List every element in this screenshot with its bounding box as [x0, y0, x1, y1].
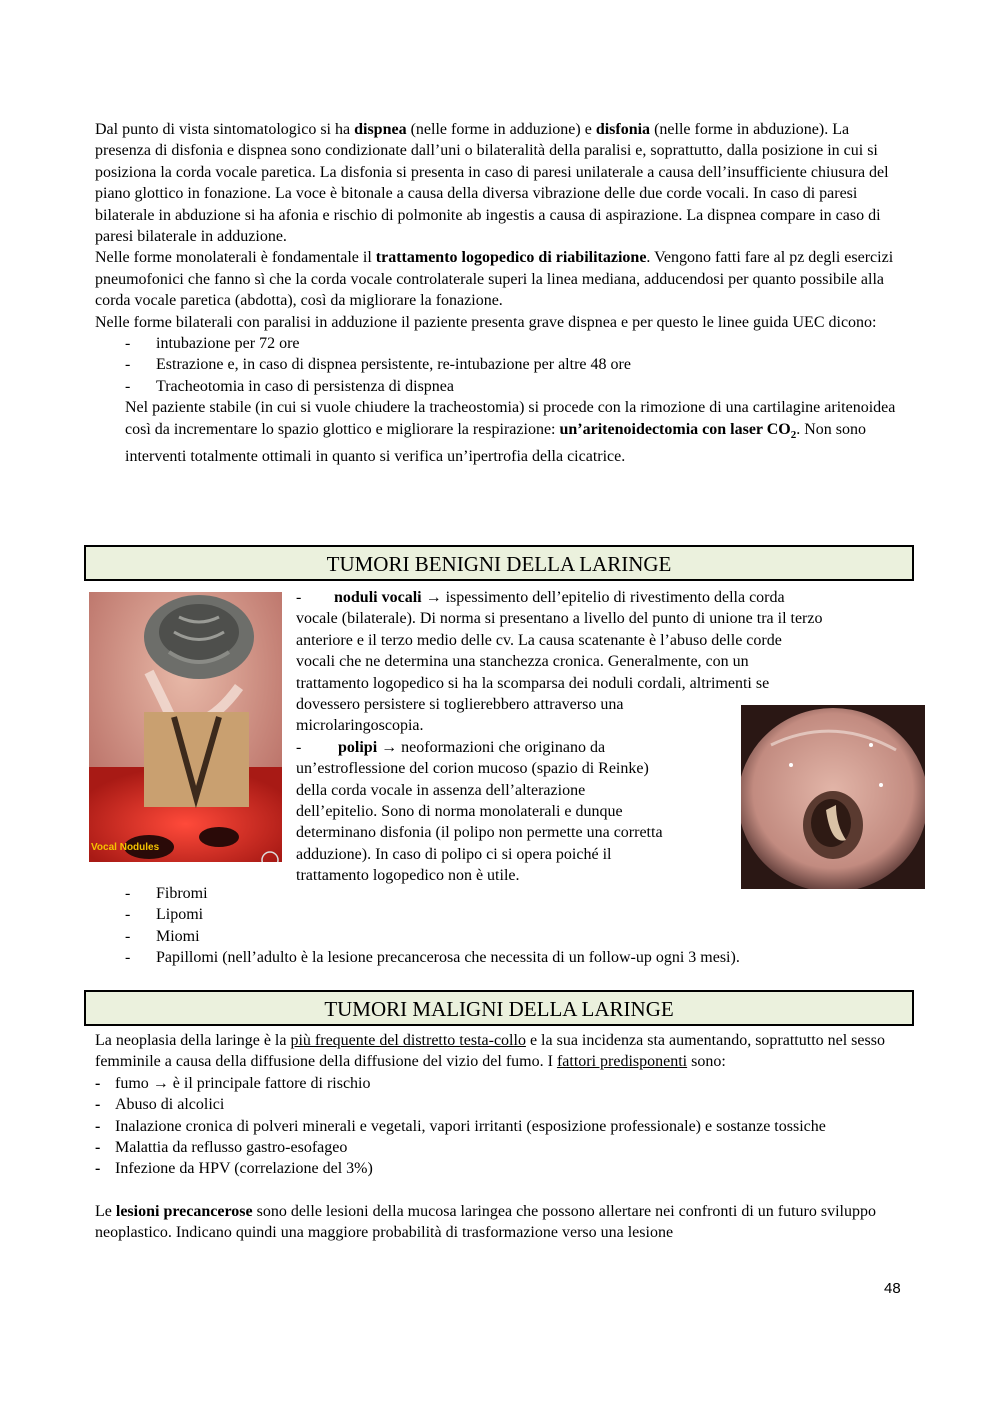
arrow-icon: → — [381, 738, 398, 756]
benign-tumors-heading: TUMORI BENIGNI DELLA LARINGE — [84, 545, 914, 581]
uec-guidelines-list — [95, 333, 905, 397]
list-item: - fumo → è il principale fattore di rischio — [95, 1073, 905, 1094]
arrow-icon: → — [425, 589, 442, 606]
vocal-nodules-photo — [89, 592, 282, 862]
text-line: vocali che ne determina una stanchezza cronica. Generalmente, con un — [296, 653, 749, 671]
intro-paragraph-2: Nelle forme monolaterali è fondamentale il trattamento logopedico di riabilitazione. Vengono fatti fare al pz degli esercizi pneumofonici che fanno sì che la corda vocale controlaterale superi la linea mediana, adducendosi per quanto possibile alla corda vocale paretica (abdotta), così da migliorare la fonazione. — [95, 249, 894, 310]
list-item: - Infezione da HPV (correlazione del 3%) — [95, 1158, 905, 1179]
text-line: un’estroflessione del corion mucoso (spazio di Reinke) — [296, 760, 649, 778]
list-item: - Abuso di alcolici — [95, 1094, 905, 1115]
list-item: - Estrazione e, in caso di dispnea persistente, re-intubazione per altre 48 ore — [95, 354, 905, 375]
intro-section — [95, 119, 905, 468]
list-item: - Fibromi — [95, 883, 905, 904]
page-number: 48 — [884, 1280, 901, 1297]
intro-paragraph-3: Nelle forme bilaterali con paralisi in adduzione il paziente presenta grave dispnea e per questo le linee guida UEC dicono: — [95, 313, 877, 331]
malignant-section — [95, 1030, 905, 1244]
text-line: adduzione). In caso di polipo ci si opera poiché il — [296, 845, 612, 863]
intro-paragraph-1: Dal punto di vista sintomatologico si ha dispnea (nelle forme in adduzione) e disfonia (nelle forme in abduzione). La presenza di disfonia e dispnea sono condizionate dall’uni o bilateralità della paralisi e, soprattutto, dalla posizione in cui si posiziona la corda vocale paretica. La disfonia si presenta in caso di paresi unilaterale a causa dell’insufficiente chiusura del piano glottico in fonazione. La voce è bitonale a causa della diversa vibrazione delle due corde vocali. In caso di paresi bilaterale in abduzione si ha afonia e rischio di polmonite ab ingestis a causa di aspirazione. La dispnea compare in caso di paresi bilaterale in adduzione. — [95, 121, 889, 246]
intro-paragraph-4: Nel paziente stabile (in cui si vuole chiudere la tracheostomia) si procede con la rimozione di una cartilagine aritenoidea così da incrementare lo spazio glottico e migliorare la respirazione: un’aritenoidectomia con laser $CO_2$. Non sono interventi totalmente ottimali in quanto si verifica un’ipertrofia della cicatrice. — [125, 399, 896, 466]
text-line: dell’epitelio. Sono di norma monolaterali e dunque — [296, 803, 623, 821]
text-line: trattamento logopedico non è utile. — [296, 867, 520, 885]
benign-text-column — [296, 587, 916, 887]
list-item: - Miomi — [95, 926, 905, 947]
list-item: - Lipomi — [95, 904, 905, 925]
arrow-icon: → — [152, 1074, 169, 1092]
list-item: - intubazione per 72 ore — [95, 333, 905, 354]
benign-other-list — [95, 883, 905, 969]
malignant-paragraph-1: La neoplasia della laringe è la più frequente del distretto testa-collo e la sua incidenza sta aumentando, soprattutto nel sesso femminile a causa della diffusione della diffusione del vizio del fumo. I fattori predisponenti sono: — [95, 1032, 885, 1071]
text-line: vocale (bilaterale). Di norma si presentano a livello del punto di unione tra il terzo — [296, 610, 823, 628]
malignant-paragraph-2: Le lesioni precancerose sono delle lesioni della mucosa laringea che possono allertare nei confronti di un futuro sviluppo neoplastico. Indicano quindi una maggiore probabilità di trasformazione verso una lesione — [95, 1202, 876, 1242]
list-item: - Tracheotomia in caso di persistenza di dispnea — [95, 376, 905, 397]
polipi-item: - polipi → neoformazioni che originano da — [296, 738, 606, 756]
text-line: della corda vocale in assenza dell’alterazione — [296, 781, 586, 799]
text-line: microlaringoscopia. — [296, 717, 424, 735]
list-item: - Inalazione cronica di polveri minerali e vegetali, vapori irritanti (esposizione professionale) e sostanze tossiche — [95, 1116, 905, 1137]
list-item: - Malattia da reflusso gastro-esofageo — [95, 1137, 905, 1158]
list-item: - Papillomi (nell’adulto è la lesione precancerosa che necessita di un follow-up ogni 3 mesi). — [95, 947, 905, 968]
photo-caption: Vocal Nodules — [91, 842, 160, 853]
text-line: trattamento logopedico si ha la scomparsa dei noduli cordali, altrimenti se — [296, 674, 770, 692]
malignant-tumors-heading: TUMORI MALIGNI DELLA LARINGE — [84, 990, 914, 1026]
text-line: dovessero persistere si toglierebbero attraverso una — [296, 696, 624, 714]
text-line: anteriore e il terzo medio delle cv. La causa scatenante è l’abuso delle corde — [296, 631, 782, 649]
noduli-item: - noduli vocali → ispessimento dell’epitelio di rivestimento della corda — [296, 589, 785, 606]
risk-factors-list — [95, 1073, 905, 1180]
text-line: determinano disfonia (il polipo non permette una corretta — [296, 824, 663, 842]
benign-other-list-section — [95, 883, 905, 969]
